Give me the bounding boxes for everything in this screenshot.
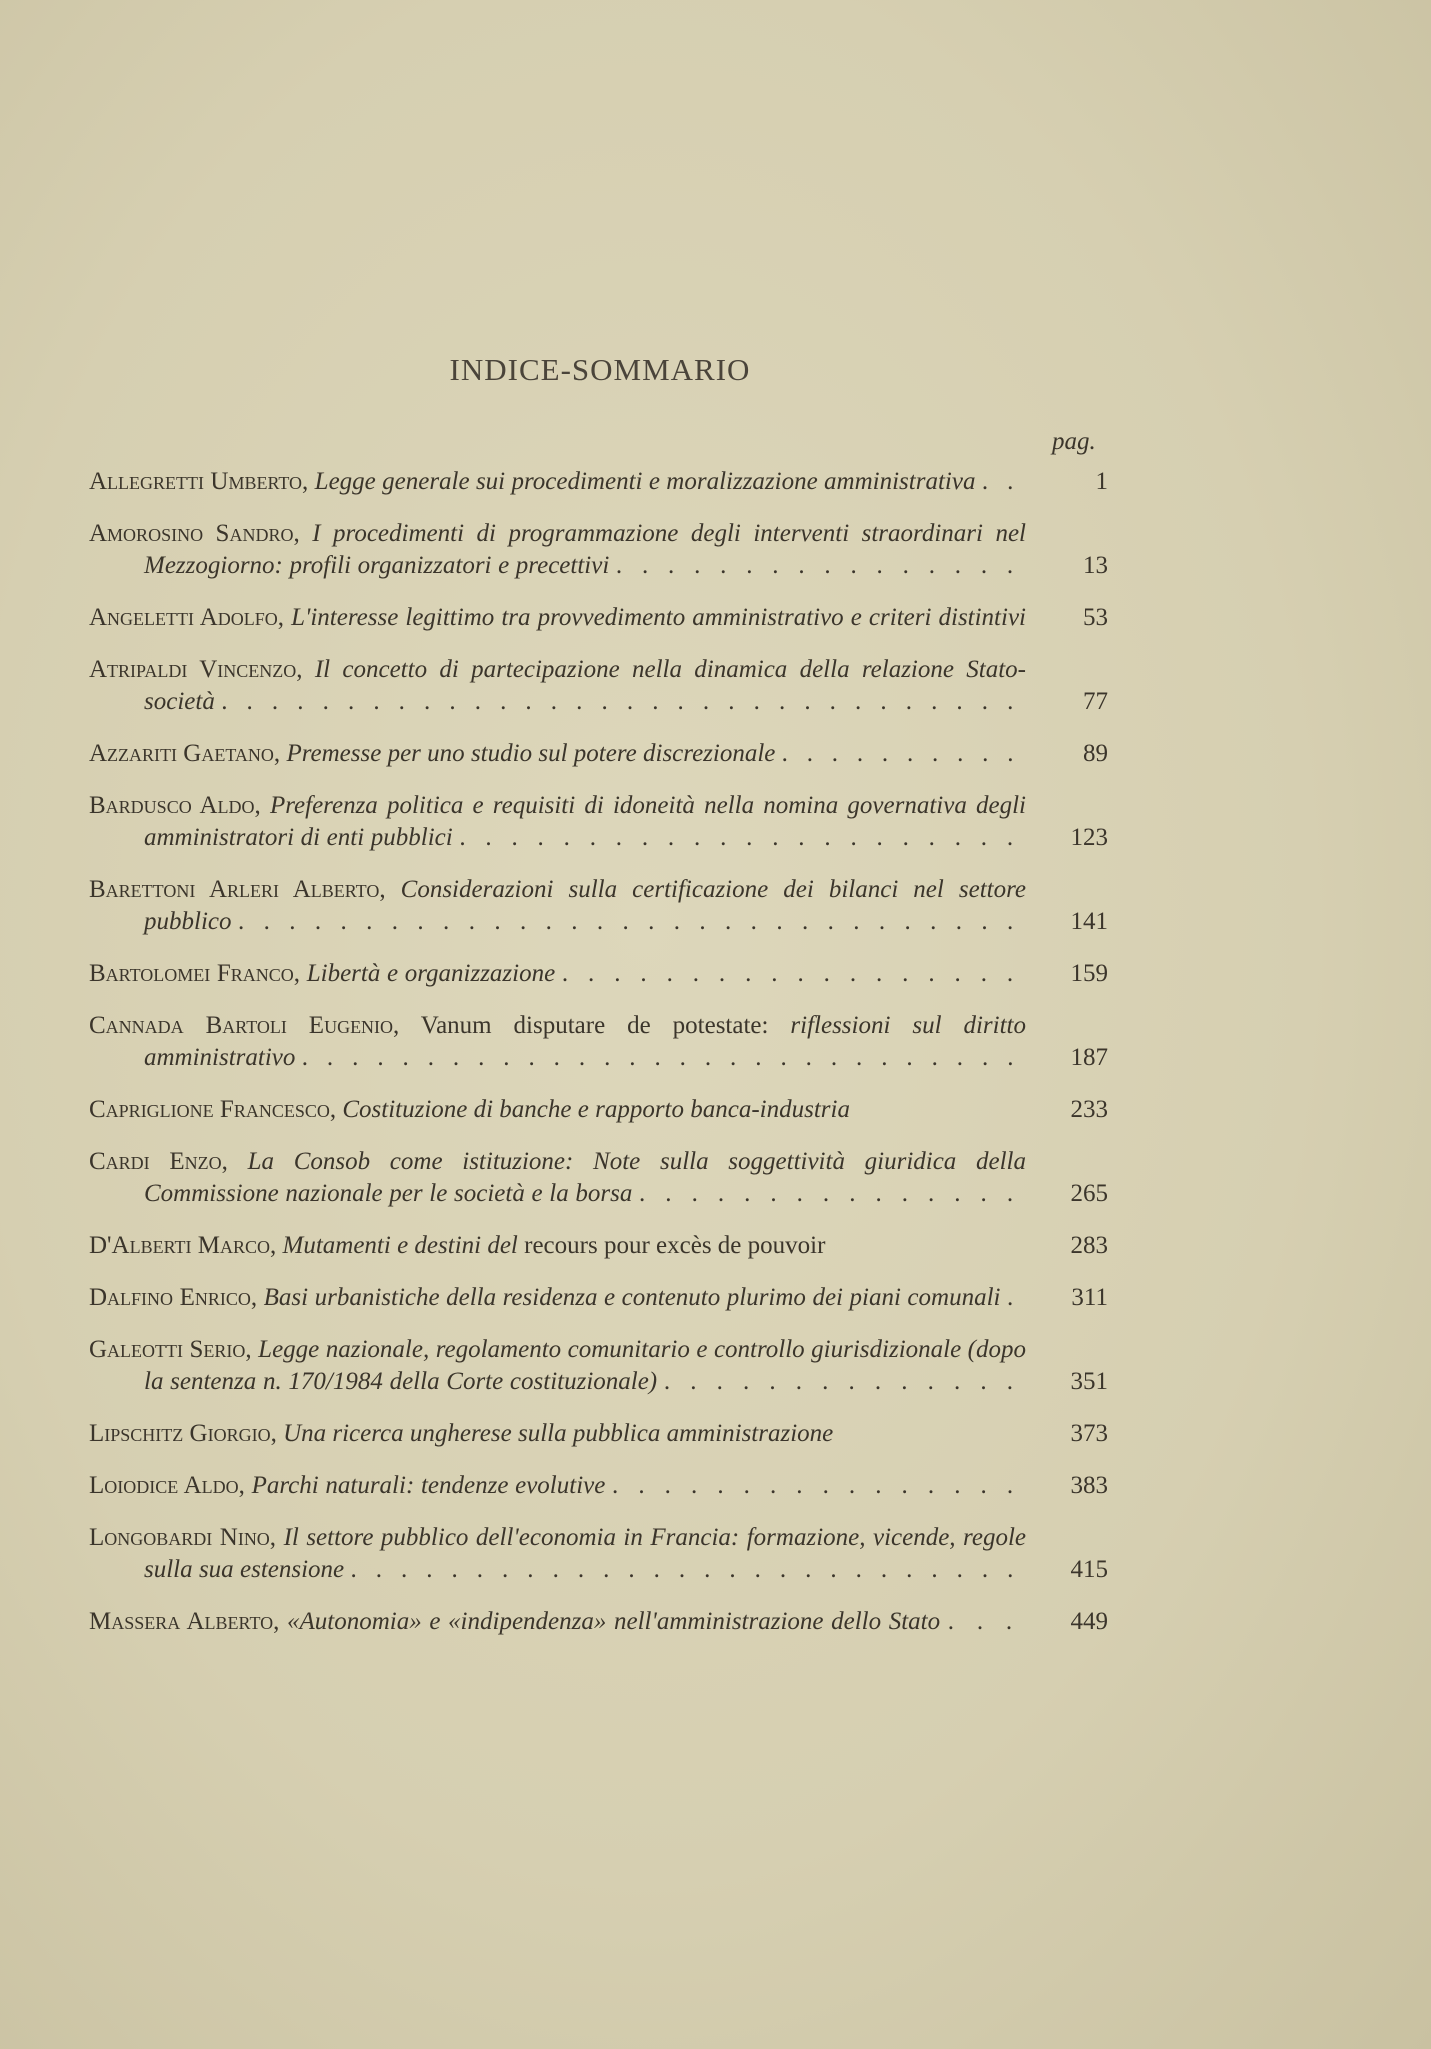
- entry-text: [89, 1010, 1026, 1074]
- toc-entry: [89, 1522, 1108, 1586]
- entry-title: Il settore pubblico dell'economia in Francia: formazione, vicende, regole sulla sua estensione: [144, 1524, 1026, 1583]
- table-of-contents: [89, 466, 1108, 1658]
- dot-leader: . . . . . . . . . . . . . . . . . . . . . . . . . . . . . . .: [237, 908, 1014, 935]
- entry-author: Cardi Enzo,: [89, 1148, 228, 1175]
- entry-title: recours pour excès de pouvoir: [524, 1232, 826, 1259]
- entry-author: Lipschitz Giorgio,: [89, 1420, 277, 1447]
- entry-page-number: 233: [1070, 1096, 1108, 1123]
- dot-leader: . . . . . . . . . . . . . .: [663, 1368, 1014, 1395]
- dot-leader: . . .: [947, 1608, 1013, 1635]
- dot-leader: . . . . . . . . . . . . . . . . . . . . . .: [459, 824, 1014, 851]
- toc-entry: [89, 1606, 1108, 1638]
- toc-entry: [89, 738, 1108, 770]
- entry-page-number: 311: [1071, 1284, 1108, 1311]
- entry-page-number: 187: [1070, 1044, 1108, 1071]
- page-title: INDICE-SOMMARIO: [449, 352, 751, 387]
- entry-title: Preferenza politica e requisiti di idoneità nella nomina governativa degli amministratori di enti pubblici: [144, 792, 1026, 851]
- entry-author: Dalfino Enrico,: [89, 1284, 258, 1311]
- toc-entry: [89, 874, 1108, 938]
- entry-page-number: 373: [1070, 1420, 1108, 1447]
- entry-page-number: 141: [1070, 908, 1108, 935]
- entry-text: [89, 602, 1026, 634]
- entry-title: Basi urbanistiche della residenza e contenuto plurimo dei piani comunali: [263, 1284, 1001, 1311]
- entry-page-number: 123: [1070, 824, 1108, 851]
- entry-title: Il concetto di partecipazione nella dinamica della relazione Stato-società: [144, 656, 1026, 715]
- entry-title: Legge generale sui procedimenti e moralizzazione amministrativa: [314, 468, 976, 495]
- toc-entry: [89, 1230, 1108, 1262]
- entry-author: Cannada Bartoli Eugenio,: [89, 1012, 400, 1039]
- entry-text: [89, 1282, 1026, 1314]
- entry-text: [89, 518, 1026, 582]
- entry-text: [89, 958, 1026, 990]
- entry-text: [89, 874, 1026, 938]
- entry-author: Loiodice Aldo,: [89, 1472, 245, 1499]
- dot-leader: . .: [981, 468, 1014, 495]
- entry-title: Una ricerca ungherese sulla pubblica amministrazione: [283, 1420, 834, 1447]
- toc-entry: [89, 654, 1108, 718]
- entry-text: [89, 790, 1026, 854]
- dot-leader: . . . . . . . . . . . . . . . . . . . . . . . . . . . . .: [301, 1044, 1014, 1071]
- entry-author: Longobardi Nino,: [89, 1524, 277, 1551]
- entry-title: Mutamenti e destini del: [282, 1232, 518, 1259]
- entry-author: Bardusco Aldo,: [89, 792, 261, 819]
- entry-text: [89, 466, 1026, 498]
- dot-leader: .: [1007, 1284, 1014, 1311]
- entry-author: Amorosino Sandro,: [89, 520, 300, 547]
- entry-author: D'Alberti Marco,: [89, 1232, 277, 1259]
- entry-author: Atripaldi Vincenzo,: [89, 656, 303, 683]
- entry-text: [89, 1146, 1026, 1210]
- toc-entry: [89, 466, 1108, 498]
- entry-text: [89, 1470, 1026, 1502]
- toc-entry: [89, 602, 1108, 634]
- dot-leader: . . . . . . . . . . . . . . . . . . . . . . . . . . . . . . . .: [221, 688, 1014, 715]
- entry-page-number: 351: [1070, 1368, 1108, 1395]
- entry-text: [89, 1334, 1026, 1398]
- entry-author: Barettoni Arleri Alberto,: [89, 876, 386, 903]
- entry-title: Vanum disputare de potestate:: [420, 1012, 769, 1039]
- entry-author: Massera Alberto,: [89, 1608, 280, 1635]
- toc-entry: [89, 1010, 1108, 1074]
- entry-page-number: 449: [1070, 1608, 1108, 1635]
- dot-leader: . . . . . . . . . . . . . . . .: [612, 1472, 1014, 1499]
- dot-leader: . . . . . . . . . . . . . . . .: [615, 552, 1014, 579]
- entry-page-number: 1: [1095, 468, 1108, 495]
- entry-page-number: 265: [1070, 1180, 1108, 1207]
- dot-leader: . . . . . . . . . . . . . . . . . . . . . . . . . . .: [350, 1556, 1014, 1583]
- entry-author: Azzariti Gaetano,: [89, 740, 281, 767]
- entry-text: [89, 1418, 1026, 1450]
- entry-page-number: 53: [1083, 604, 1108, 631]
- entry-title: Premesse per uno studio sul potere discrezionale: [286, 740, 776, 767]
- entry-text: [89, 738, 1026, 770]
- entry-page-number: 283: [1070, 1232, 1108, 1259]
- toc-entry: [89, 1282, 1108, 1314]
- toc-entry: [89, 1334, 1108, 1398]
- entry-text: [89, 1094, 1026, 1126]
- entry-author: Allegretti Umberto,: [89, 468, 309, 495]
- entry-text: [89, 654, 1026, 718]
- toc-entry: [89, 1418, 1108, 1450]
- entry-author: Angeletti Adolfo,: [89, 604, 285, 631]
- entry-text: [89, 1522, 1026, 1586]
- entry-title: Parchi naturali: tendenze evolutive: [251, 1472, 606, 1499]
- entry-page-number: 13: [1083, 552, 1108, 579]
- entry-page-number: 383: [1070, 1472, 1108, 1499]
- dot-leader: . . . . . . . . . .: [781, 740, 1014, 767]
- dot-leader: . . . . . . . . . . . . . . .: [639, 1180, 1014, 1207]
- entry-title: Legge nazionale, regolamento comunitario e controllo giurisdizionale (dopo la sentenza n. 170/1984 della Corte costituzionale): [144, 1336, 1026, 1395]
- entry-title: Considerazioni sulla certificazione dei bilanci nel settore pubblico: [144, 876, 1026, 935]
- dot-leader: . . . . . . . . . . . . . . . . . .: [561, 960, 1014, 987]
- entry-title: «Autonomia» e «indipendenza» nell'amministrazione dello Stato: [287, 1608, 941, 1635]
- toc-entry: [89, 1094, 1108, 1126]
- entry-text: [89, 1606, 1026, 1638]
- entry-page-number: 415: [1070, 1556, 1108, 1583]
- entry-title: Costituzione di banche e rapporto banca-industria: [342, 1096, 850, 1123]
- toc-entry: [89, 958, 1108, 990]
- entry-title: I procedimenti di programmazione degli interventi straordinari nel Mezzogiorno: profili organizzatori e precettivi: [144, 520, 1026, 579]
- toc-entry: [89, 790, 1108, 854]
- entry-title: riflessioni sul diritto amministrativo: [144, 1012, 1026, 1071]
- entry-title: La Consob come istituzione: Note sulla soggettività giuridica della Commissione nazionale per le società e la borsa: [144, 1148, 1026, 1207]
- entry-page-number: 89: [1083, 740, 1108, 767]
- entry-title: L'interesse legittimo tra provvedimento amministrativo e criteri distintivi: [291, 604, 1026, 631]
- toc-entry: [89, 1146, 1108, 1210]
- entry-page-number: 77: [1083, 688, 1108, 715]
- entry-author: Galeotti Serio,: [89, 1336, 252, 1363]
- entry-text: [89, 1230, 1026, 1262]
- entry-author: Bartolomei Franco,: [89, 960, 301, 987]
- entry-author: Capriglione Francesco,: [89, 1096, 337, 1123]
- toc-entry: [89, 518, 1108, 582]
- entry-page-number: 159: [1070, 960, 1108, 987]
- page-column-label: pag.: [1052, 428, 1096, 455]
- entry-title: Libertà e organizzazione: [306, 960, 556, 987]
- toc-entry: [89, 1470, 1108, 1502]
